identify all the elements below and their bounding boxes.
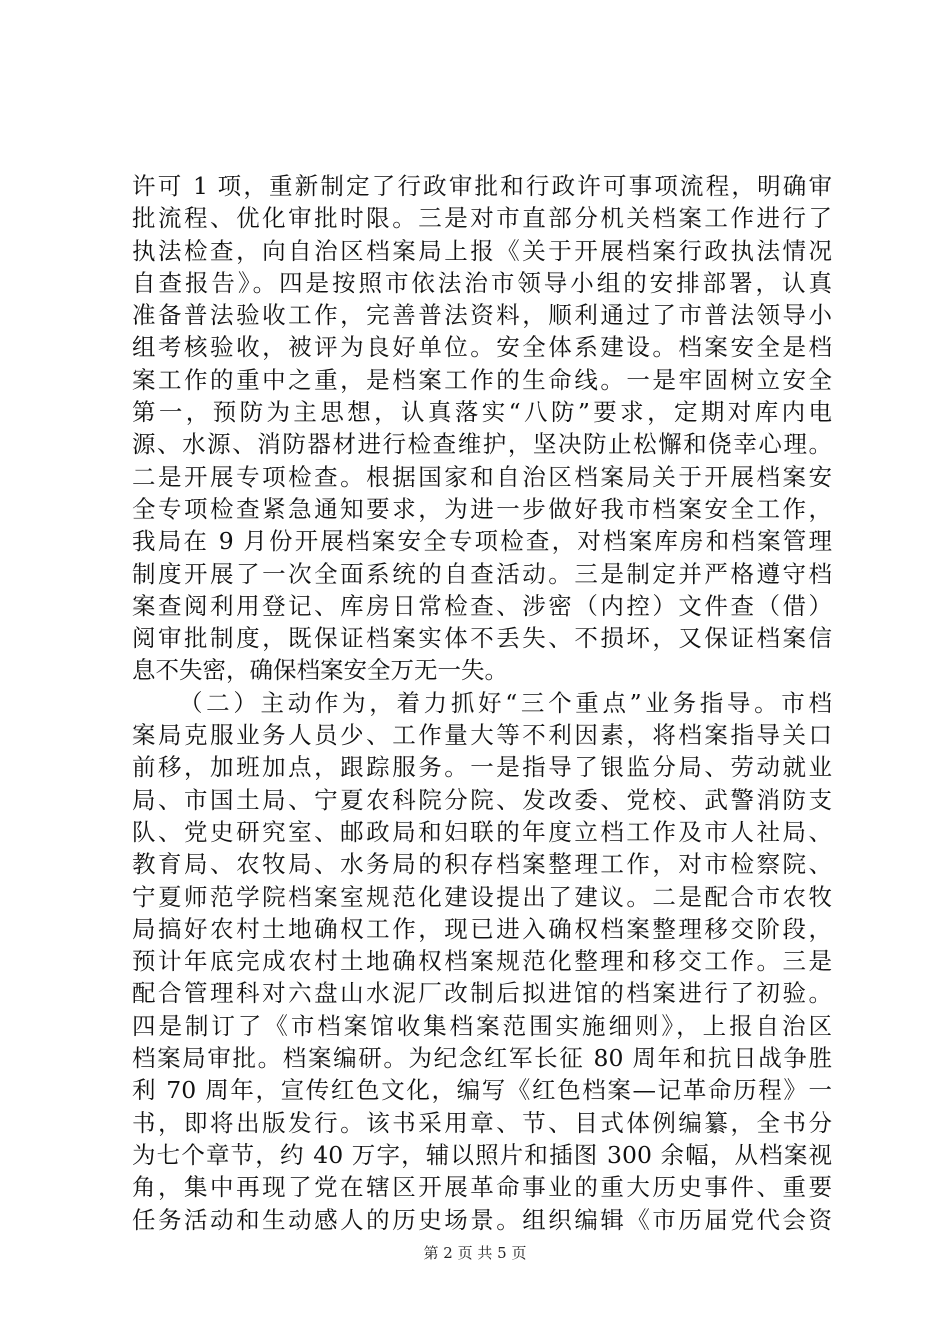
text-line: 书，即将出版发行。该书采用章、节、目式体例编纂，全书分 — [132, 1108, 832, 1137]
text-line: 全专项检查紧急通知要求，为进一步做好我市档案安全工作， — [132, 494, 832, 523]
paragraph-heading-line: （二）主动作为，着力抓好“三个重点”业务指导。市档 — [179, 688, 832, 717]
text-line: 第一，预防为主思想，认真落实“八防”要求，定期对库内电 — [132, 398, 832, 427]
text-line: 案工作的重中之重，是档案工作的生命线。一是牢固树立安全 — [132, 365, 832, 394]
text-line: 任务活动和生动感人的历史场景。组织编辑《市历届党代会资 — [132, 1205, 832, 1234]
text-line: 队、党史研究室、邮政局和妇联的年度立档工作及市人社局、 — [132, 817, 832, 846]
text-line: 执法检查，向自治区档案局上报《关于开展档案行政执法情况 — [132, 236, 832, 265]
text-line: 四是制订了《市档案馆收集档案范围实施细则》，上报自治区 — [132, 1011, 832, 1040]
page-footer: 第 2 页 共 5 页 — [423, 1244, 527, 1262]
text-line: 局搞好农村土地确权工作，现已进入确权档案整理移交阶段， — [132, 914, 832, 943]
text-line: 档案局审批。档案编研。为纪念红军长征 80 周年和抗日战争胜 — [132, 1044, 832, 1073]
text-line: 准备普法验收工作，完善普法资料，顺利通过了市普法领导小 — [132, 301, 832, 330]
text-line: 许可 1 项，重新制定了行政审批和行政许可事项流程，明确审 — [132, 172, 832, 200]
text-line: 前移，加班加点，跟踪服务。一是指导了银监分局、劳动就业 — [132, 753, 832, 782]
text-line: 局、市国土局、宁夏农科院分院、发改委、党校、武警消防支 — [132, 785, 832, 814]
text-line: 为七个章节，约 40 万字，辅以照片和插图 300 余幅，从档案视 — [132, 1140, 832, 1169]
text-line: 案查阅利用登记、库房日常检查、涉密（内控）文件查（借） — [132, 591, 832, 620]
text-line: 利 70 周年，宣传红色文化，编写《红色档案—记革命历程》一 — [132, 1076, 832, 1105]
text-line: 二是开展专项检查。根据国家和自治区档案局关于开展档案安 — [132, 462, 832, 491]
text-line: 案局克服业务人员少、工作量大等不利因素，将档案指导关口 — [132, 721, 832, 750]
text-line: 阅审批制度，既保证档案实体不丢失、不损坏，又保证档案信 — [132, 624, 832, 653]
text-line: 制度开展了一次全面系统的自查活动。三是制定并严格遵守档 — [132, 559, 832, 588]
text-line: 教育局、农牧局、水务局的积存档案整理工作，对市检察院、 — [132, 850, 832, 879]
text-line: 自查报告》。四是按照市依法治市领导小组的安排部署，认真 — [132, 268, 832, 297]
text-line: 角，集中再现了党在辖区开展革命事业的重大历史事件、重要 — [132, 1173, 832, 1202]
text-line: 我局在 9 月份开展档案安全专项检查，对档案库房和档案管理 — [132, 527, 832, 556]
text-line: 息不失密，确保档案安全万无一失。 — [132, 656, 508, 685]
text-line: 源、水源、消防器材进行检查维护，坚决防止松懈和侥幸心理。 — [132, 430, 832, 459]
text-line: 预计年底完成农村土地确权档案规范化整理和移交工作。三是 — [132, 947, 832, 976]
text-line: 组考核验收，被评为良好单位。安全体系建设。档案安全是档 — [132, 333, 832, 362]
body-text — [132, 170, 832, 1236]
text-line: 宁夏师范学院档案室规范化建设提出了建议。二是配合市农牧 — [132, 882, 832, 911]
text-line: 批流程、优化审批时限。三是对市直部分机关档案工作进行了 — [132, 204, 832, 233]
text-line: 配合管理科对六盘山水泥厂改制后拟进馆的档案进行了初验。 — [132, 979, 832, 1008]
